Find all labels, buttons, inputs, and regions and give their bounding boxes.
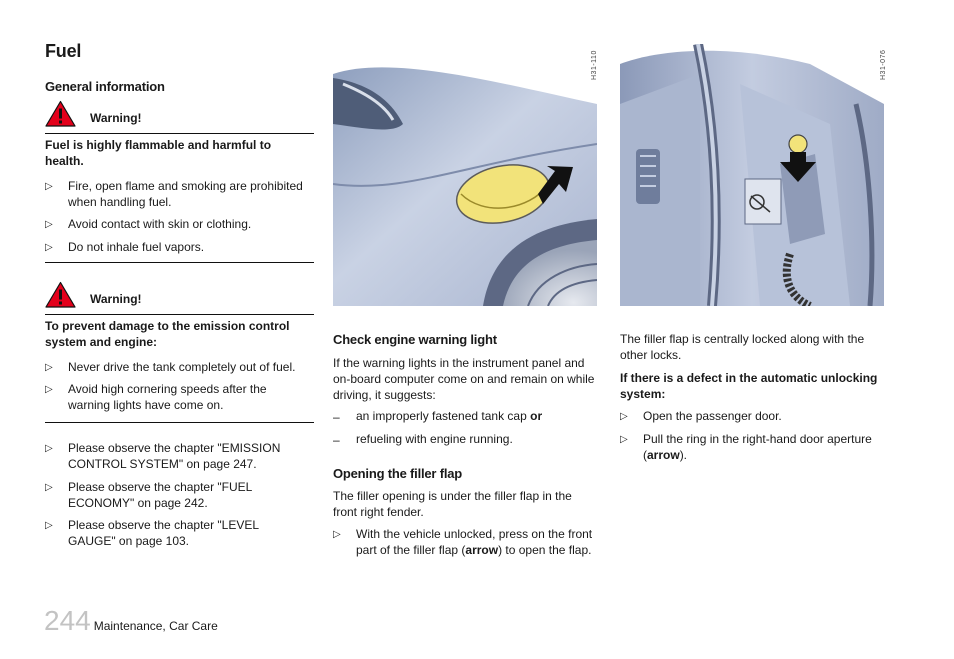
bullet-icon: ▷ <box>45 384 53 395</box>
list-item-text <box>356 408 542 425</box>
ring-text-b: ). <box>679 448 688 462</box>
list-item <box>333 408 595 425</box>
page-title: Fuel <box>45 41 82 61</box>
list-item-text <box>356 526 595 558</box>
list-item <box>45 239 307 256</box>
divider <box>45 314 314 315</box>
section-heading-check-engine: Check engine warning light <box>333 332 497 347</box>
section-name: Maintenance, Car Care <box>93 619 218 633</box>
list-item-text: Avoid contact with skin or clothing. <box>68 217 252 231</box>
warning-lead: To prevent damage to the emission control system and engine: <box>45 319 290 349</box>
list-item <box>45 517 307 549</box>
bullet-icon: ▷ <box>45 482 53 493</box>
warning-label: Warning! <box>90 292 142 306</box>
bullet-icon: ▷ <box>45 520 53 531</box>
list-item <box>45 178 307 210</box>
list-item-text: Please observe the chapter "EMISSION CONTROL SYSTEM" on page 247. <box>68 441 281 471</box>
fuel-filler-flap-illustration <box>333 44 597 306</box>
dash-text: an improperly fastened tank cap <box>356 409 531 423</box>
ring-emphasis: arrow <box>647 448 680 462</box>
bullet-icon: ▷ <box>620 411 628 422</box>
bullet-icon: ▷ <box>45 181 53 192</box>
list-item <box>620 408 882 425</box>
flap-paragraph: The filler opening is under the filler flap in the front right fender. <box>333 489 572 519</box>
dash-icon: – <box>333 433 340 447</box>
bullet-icon: ▷ <box>45 242 53 253</box>
list-item-text: Never drive the tank completely out of fuel. <box>68 360 296 374</box>
bullet-icon: ▷ <box>45 443 53 454</box>
list-item <box>45 381 307 413</box>
section-heading-opening-filler-flap: Opening the filler flap <box>333 466 463 481</box>
page-footer <box>44 606 218 636</box>
list-item-text: Do not inhale fuel vapors. <box>68 240 205 254</box>
bullet-icon: ▷ <box>620 434 628 445</box>
warning-triangle-icon <box>45 281 76 308</box>
release-ring-shape <box>789 135 807 153</box>
bullet-icon: ▷ <box>45 362 53 373</box>
flap-text-b: ) to open the flap. <box>498 543 592 557</box>
page-number: 244 <box>44 605 91 636</box>
list-item-text: Please observe the chapter "FUEL ECONOMY" on page 242. <box>68 480 252 510</box>
list-item <box>45 479 307 511</box>
bullet-icon: ▷ <box>45 219 53 230</box>
list-item-text: Please observe the chapter "LEVEL GAUGE" on page 103. <box>68 518 259 548</box>
list-item-text: Open the passenger door. <box>643 409 782 423</box>
divider <box>45 133 314 134</box>
divider <box>45 262 314 263</box>
list-item-text: Fire, open flame and smoking are prohibited when handling fuel. <box>68 179 303 209</box>
dash-icon: – <box>333 410 340 424</box>
warning-lead: Fuel is highly flammable and harmful to health. <box>45 138 272 168</box>
list-item <box>333 526 595 558</box>
intro-paragraph: If the warning lights in the instrument panel and on-board computer come on and remain on while driving, it suggests: <box>333 356 595 402</box>
warning-header-2 <box>45 281 142 308</box>
list-item <box>620 431 882 463</box>
section-heading-general-information: General information <box>45 79 165 94</box>
ring-text-a: Pull the ring in the right-hand door aperture ( <box>643 432 872 462</box>
list-item <box>45 359 307 376</box>
divider <box>45 422 314 423</box>
defect-lead: If there is a defect in the automatic unlocking system: <box>620 371 878 401</box>
bullet-icon: ▷ <box>333 529 341 540</box>
figure-code: H31-076 <box>880 49 887 80</box>
warning-triangle-icon <box>45 100 76 127</box>
warning-header-1 <box>45 100 142 127</box>
central-lock-paragraph: The filler flap is centrally locked along with the other locks. <box>620 332 865 362</box>
list-item <box>45 440 307 472</box>
list-item <box>333 431 595 448</box>
warning-label: Warning! <box>90 111 142 125</box>
door-aperture-illustration <box>620 44 884 306</box>
flap-emphasis: arrow <box>465 543 499 557</box>
list-item-text: refueling with engine running. <box>356 432 513 446</box>
list-item <box>45 216 307 233</box>
list-item-text <box>643 431 882 463</box>
flap-text-a: With the vehicle unlocked, press on the front part of the filler flap ( <box>356 527 593 557</box>
list-item-text: Avoid high cornering speeds after the warning lights have come on. <box>68 382 267 412</box>
figure-code: H31-110 <box>591 50 598 80</box>
dash-emphasis: or <box>530 409 543 423</box>
